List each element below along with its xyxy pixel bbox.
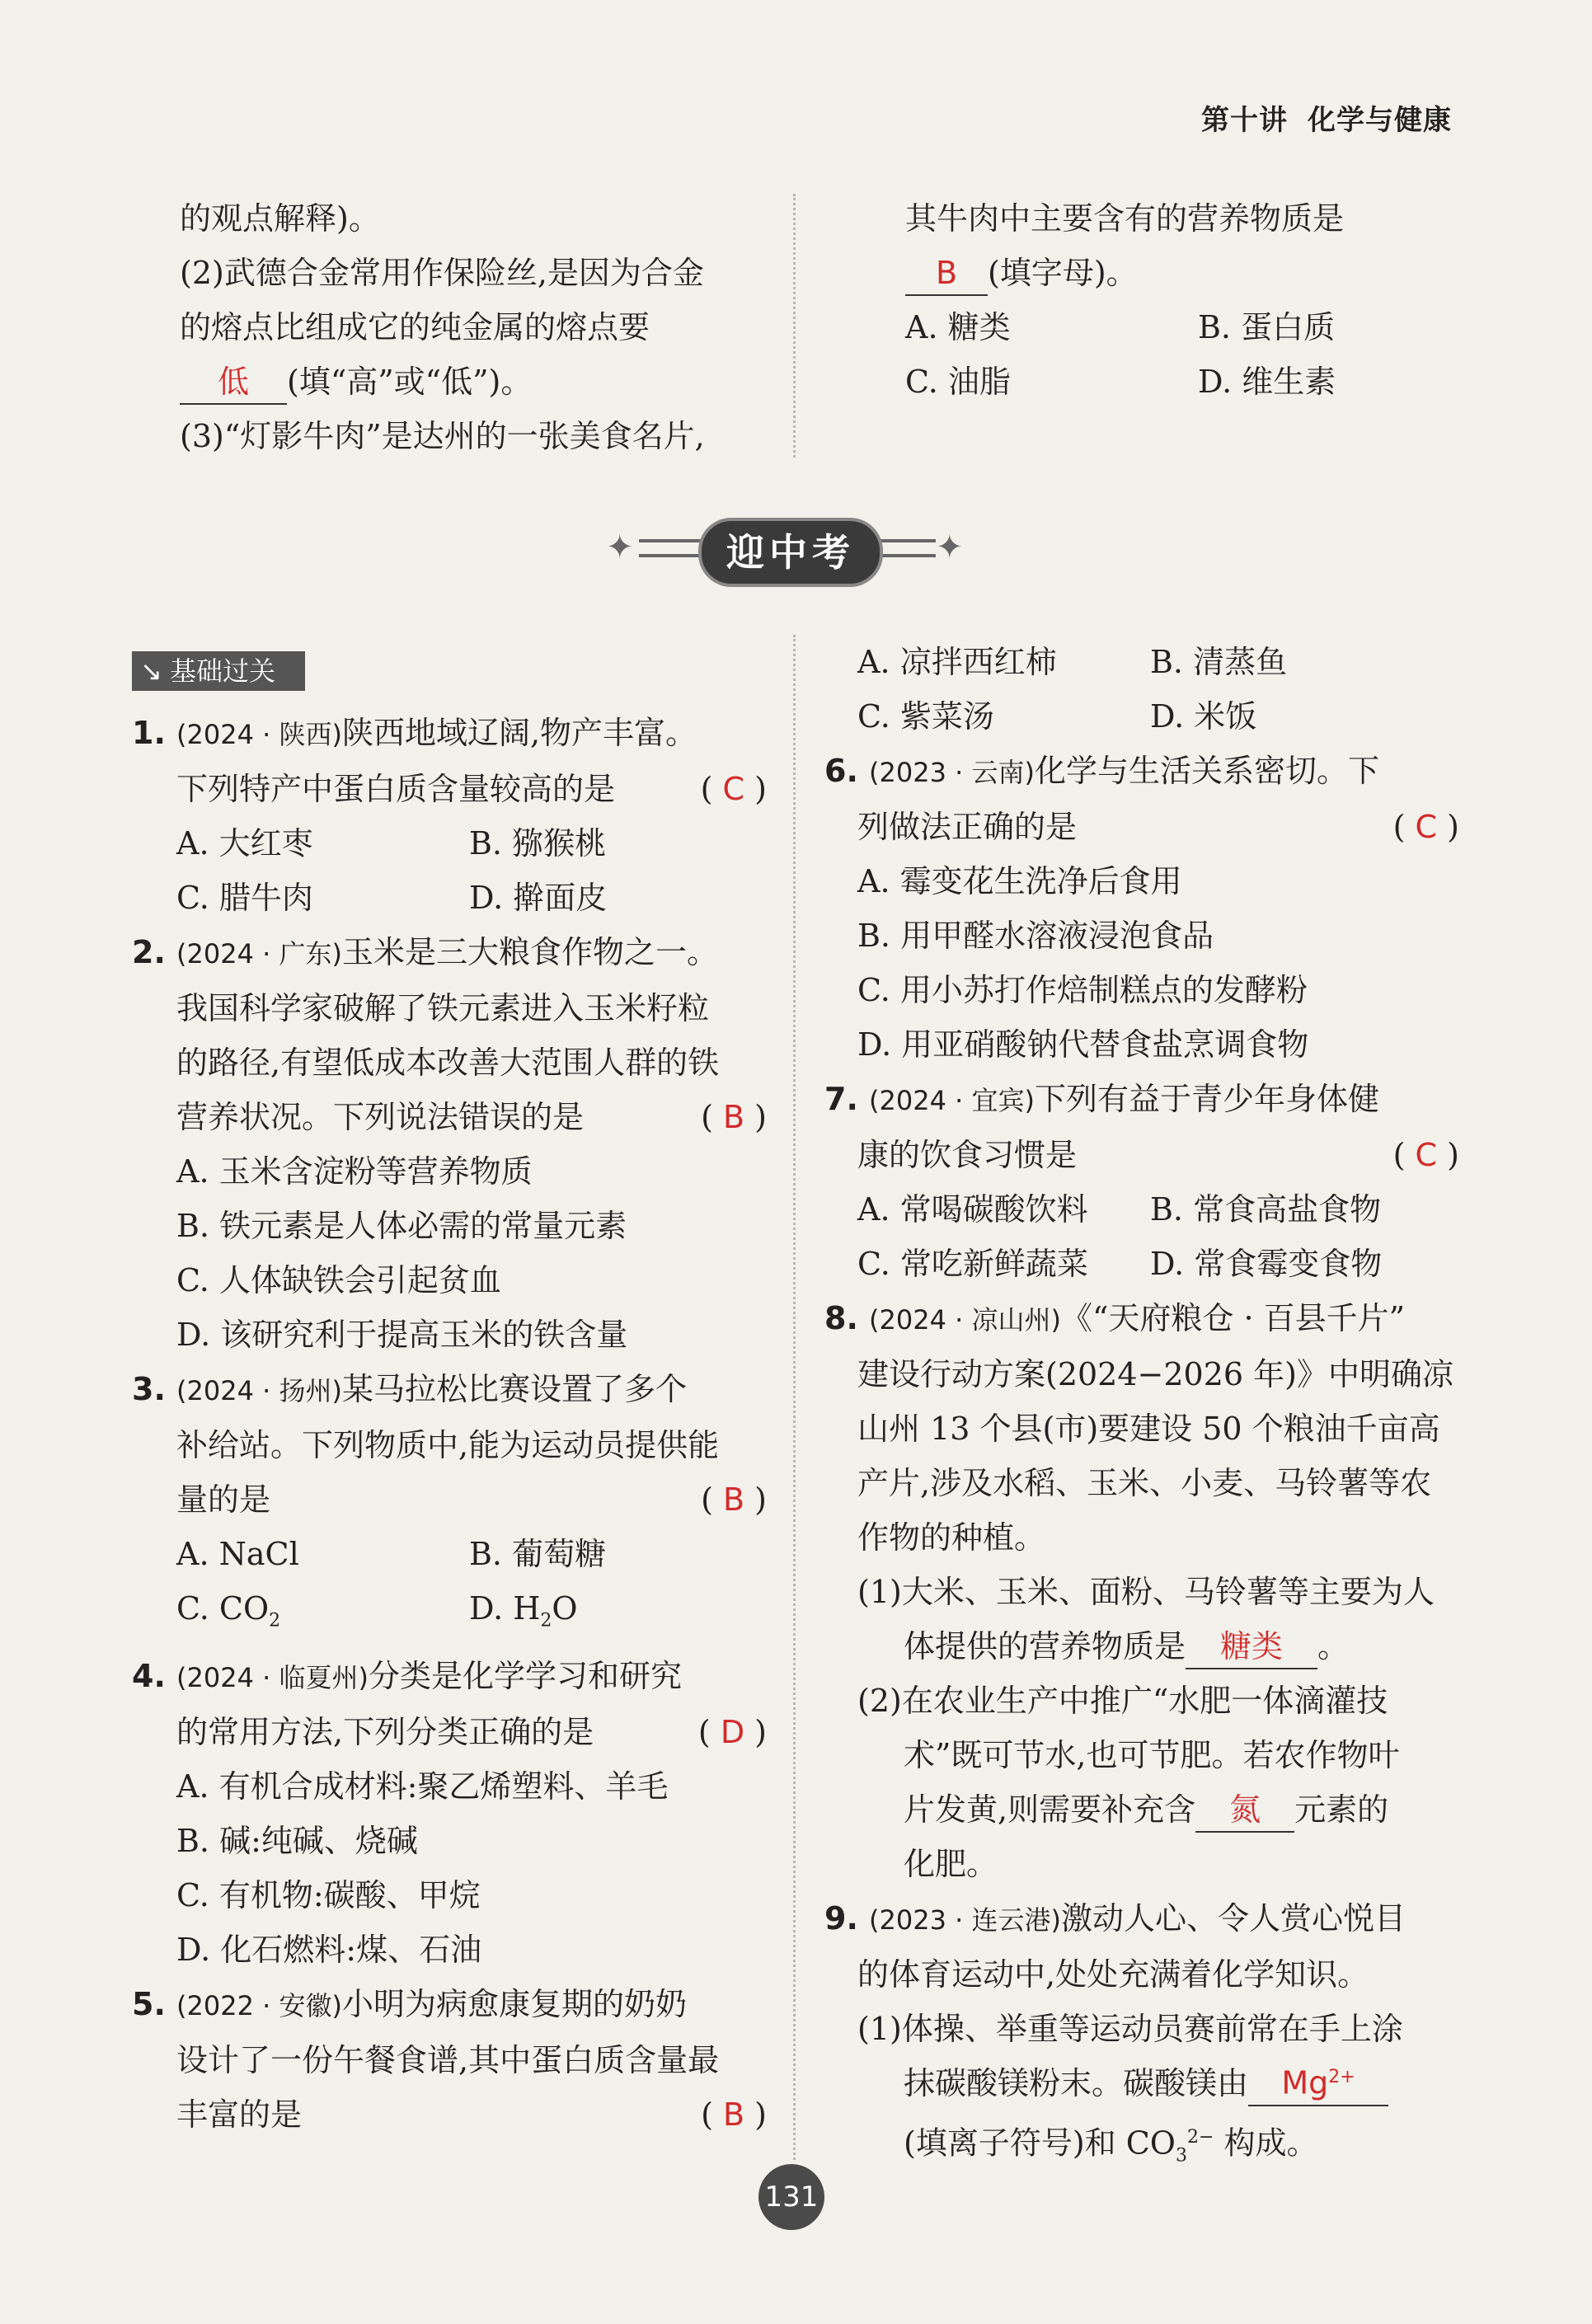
banner-title: 迎中考	[698, 518, 883, 587]
question-number: 7.	[824, 1081, 858, 1117]
option: B. 用甲醛水溶液浸泡食品	[857, 918, 1214, 954]
options-row	[857, 300, 1459, 354]
option: B. 蛋白质	[1198, 309, 1336, 345]
question-source: (2024 · 广东)	[176, 938, 342, 970]
text-span: 某马拉松比赛设置了多个	[341, 1371, 687, 1407]
lecture-number: 第十讲	[1201, 104, 1288, 137]
question-line	[824, 1891, 1459, 1947]
option: C. 紫菜汤	[857, 698, 994, 735]
section-label: 基础过关	[170, 655, 276, 687]
sub-question-line	[857, 2056, 1459, 2110]
question-source: (2024 · 陕西)	[176, 719, 342, 750]
question-line	[132, 1705, 767, 1759]
question-number: 6.	[824, 753, 858, 789]
text-span: (填“高”或“低”)。	[287, 364, 533, 400]
question-line	[132, 1977, 767, 2033]
answer: B	[723, 2096, 745, 2133]
column-divider-top	[793, 194, 796, 458]
text-span: 丰富的是	[176, 2096, 303, 2133]
answer-blank: 低	[180, 360, 287, 405]
question-line	[132, 1649, 767, 1705]
text-span: (填离子符号)和 CO	[904, 2124, 1176, 2162]
text-span: 。	[1317, 1628, 1350, 1664]
option: D. 米饭	[1150, 698, 1257, 735]
text-span: 小明为病愈康复期的奶奶	[341, 1985, 687, 2022]
text-span: (填字母)。	[988, 255, 1138, 291]
text-span: Mg	[1281, 2065, 1329, 2101]
question-line	[132, 1090, 767, 1144]
question-number: 3.	[132, 1371, 166, 1407]
sub-question-line	[857, 2110, 1459, 2183]
sub-question-line: 化肥。	[904, 1846, 998, 1882]
sub-question-line	[857, 1619, 1459, 1674]
text-span: 的常用方法,下列分类正确的是	[176, 1713, 594, 1750]
option: A. 有机合成材料:聚乙烯塑料、羊毛	[176, 1768, 669, 1805]
answer-paren: ( B )	[701, 2096, 767, 2133]
question-line	[824, 1291, 1459, 1347]
subscript: 2	[540, 1610, 552, 1631]
question-source: (2024 · 宜宾)	[869, 1085, 1035, 1116]
question-source: (2023 · 云南)	[869, 757, 1035, 788]
question-line	[132, 925, 767, 981]
text-span: 康的饮食习惯是	[857, 1137, 1078, 1173]
answer: C	[1415, 809, 1438, 845]
question-source: (2022 · 安徽)	[176, 1989, 342, 2021]
sub-question-line: (1)体操、举重等运动员赛前常在手上涂	[857, 2011, 1403, 2047]
options-row	[132, 1581, 767, 1649]
arrow-icon: ↘	[140, 655, 162, 687]
text-span: 《“天府粮仓 · 百县千片”	[1060, 1300, 1406, 1336]
option: C. 油脂	[905, 364, 1011, 400]
options-row	[132, 816, 767, 871]
option: B. 清蒸鱼	[1150, 644, 1288, 680]
text-span: 列做法正确的是	[857, 809, 1078, 845]
option: C. 常吃新鲜蔬菜	[857, 1246, 1088, 1282]
option: D. 化石燃料:煤、石油	[176, 1931, 482, 1968]
answer-blank: 氮	[1195, 1788, 1294, 1833]
text-span: 体提供的营养物质是	[904, 1628, 1186, 1664]
text-span: 元素的	[1294, 1791, 1389, 1828]
question-line	[132, 706, 767, 762]
answer-paren: ( B )	[701, 1481, 767, 1518]
subscript: 3	[1175, 2145, 1187, 2167]
top-right-column	[857, 191, 1459, 409]
question-source: (2024 · 临夏州)	[176, 1661, 369, 1693]
sub-question-line: 术”既可节水,也可节肥。若农作物叶	[904, 1737, 1400, 1773]
left-question-column	[132, 706, 767, 2142]
question-line: 设计了一份午餐食谱,其中蛋白质含量最	[176, 2041, 720, 2078]
star-icon: ✦	[606, 528, 634, 566]
options-row	[857, 635, 1459, 689]
option	[176, 1581, 469, 1649]
option: D. 该研究利于提高玉米的铁含量	[176, 1317, 628, 1353]
option: B. 葡萄糖	[469, 1536, 607, 1572]
option: C. 用小苏打作焙制糕点的发酵粉	[857, 972, 1308, 1008]
question-line: 作物的种植。	[857, 1519, 1046, 1556]
superscript: 2+	[1328, 2067, 1355, 2088]
option: A. 霉变花生洗净后食用	[857, 863, 1182, 899]
options-row	[857, 689, 1459, 744]
superscript: 2−	[1186, 2127, 1214, 2148]
option: B. 猕猴桃	[469, 825, 607, 862]
answer: D	[720, 1713, 745, 1750]
option: A. 糖类	[905, 309, 1011, 345]
right-question-column	[824, 635, 1459, 2183]
text-span: 构成。	[1214, 2124, 1318, 2162]
options-row	[857, 354, 1459, 409]
sub-question-line: (2)在农业生产中推广“水肥一体滴灌技	[857, 1683, 1388, 1719]
question-line	[824, 744, 1459, 800]
question-number: 8.	[824, 1300, 858, 1336]
option: A. NaCl	[176, 1536, 299, 1572]
text-span: 陕西地域辽阔,物产丰富。	[341, 715, 697, 751]
answer-paren: ( C )	[1392, 1137, 1459, 1173]
answer-paren: ( C )	[700, 771, 767, 807]
question-line: 补给站。下列物质中,能为运动员提供能	[176, 1427, 720, 1463]
text-span: 营养状况。下列说法错误的是	[176, 1099, 585, 1135]
question-line	[132, 2087, 767, 2142]
text-span: 量的是	[176, 1481, 271, 1518]
option	[469, 1581, 578, 1649]
text-span: 激动人心、令人赏心悦目	[1060, 1900, 1406, 1937]
question-line	[132, 762, 767, 816]
option: D. 用亚硝酸钠代替食盐烹调食物	[857, 1026, 1309, 1063]
option: B. 碱:纯碱、烧碱	[176, 1822, 418, 1859]
question-line: 的体育运动中,处处充满着化学知识。	[857, 1956, 1369, 1993]
sub-question-line: (1)大米、玉米、面粉、马铃薯等主要为人	[857, 1574, 1435, 1610]
answer-blank: B	[905, 251, 988, 296]
text-span: D. H	[469, 1590, 541, 1627]
answer: C	[1415, 1137, 1438, 1173]
text-span: 下列有益于青少年身体健	[1034, 1081, 1379, 1117]
text-line	[857, 246, 1459, 300]
text-line: (3)“灯影牛肉”是达州的一张美食名片,	[180, 418, 705, 454]
lecture-topic: 化学与健康	[1308, 104, 1452, 137]
option: A. 玉米含淀粉等营养物质	[176, 1153, 533, 1190]
question-source: (2023 · 连云港)	[869, 1904, 1061, 1936]
text-span: C. CO	[176, 1590, 270, 1627]
sub-question-line	[857, 1782, 1459, 1837]
option: B. 铁元素是人体必需的常量元素	[176, 1208, 627, 1244]
text-span: 下列特产中蛋白质含量较高的是	[176, 771, 616, 807]
answer-paren: ( B )	[701, 1099, 767, 1135]
section-tag	[132, 651, 305, 691]
text-span: 片发黄,则需要补充含	[904, 1791, 1196, 1828]
option: D. 常食霉变食物	[1150, 1246, 1383, 1282]
column-divider-bottom	[793, 635, 796, 2160]
question-line: 山州 13 个县(市)要建设 50 个粮油千亩高	[857, 1411, 1440, 1447]
text-line	[132, 354, 767, 409]
option: C. 腊牛肉	[176, 880, 313, 916]
answer: B	[723, 1481, 745, 1518]
answer-blank	[1248, 2056, 1388, 2106]
question-line	[824, 1072, 1459, 1128]
question-line	[857, 800, 1459, 854]
question-number: 9.	[824, 1900, 858, 1937]
top-left-column	[132, 191, 767, 463]
options-row	[132, 871, 767, 925]
option: C. 人体缺铁会引起贫血	[176, 1262, 501, 1298]
text-span: 分类是化学学习和研究	[368, 1657, 682, 1694]
text-span: O	[552, 1590, 578, 1627]
question-line	[132, 1472, 767, 1527]
text-span: 玉米是三大粮食作物之一。	[341, 934, 718, 970]
question-line: 产片,涉及水稻、玉米、小麦、马铃薯等农	[857, 1465, 1432, 1501]
question-number: 4.	[132, 1657, 166, 1694]
answer-paren: ( D )	[697, 1713, 767, 1750]
option: A. 常喝碳酸饮料	[857, 1191, 1088, 1228]
option: A. 大红枣	[176, 825, 313, 862]
page-header	[1181, 97, 1452, 138]
answer: B	[723, 1099, 745, 1135]
banner-stripe	[639, 539, 705, 542]
options-row	[132, 1527, 767, 1581]
question-source: (2024 · 凉山州)	[869, 1304, 1061, 1336]
star-icon: ✦	[936, 528, 964, 566]
question-number: 5.	[132, 1985, 166, 2022]
option: C. 有机物:碳酸、甲烷	[176, 1876, 481, 1913]
banner-stripe	[639, 554, 705, 557]
text-span: 化学与生活关系密切。下	[1034, 753, 1379, 789]
section-banner	[606, 511, 969, 590]
page-number: 131	[758, 2164, 824, 2230]
question-number: 2.	[132, 934, 166, 970]
answer: C	[722, 771, 745, 807]
text-line: 的熔点比组成它的纯金属的熔点要	[180, 309, 650, 345]
option: D. 擀面皮	[469, 880, 608, 916]
text-line: (2)武德合金常用作保险丝,是因为合金	[180, 255, 704, 291]
question-line	[857, 1128, 1459, 1182]
option: D. 维生素	[1198, 364, 1336, 400]
answer-blank: 糖类	[1186, 1625, 1317, 1669]
question-number: 1.	[132, 715, 166, 751]
text-span: 抹碳酸镁粉末。碳酸镁由	[904, 2065, 1249, 2101]
question-line: 的路径,有望低成本改善大范围人群的铁	[176, 1045, 720, 1081]
answer-paren: ( C )	[1392, 809, 1459, 845]
question-line: 建设行动方案(2024−2026 年)》中明确凉	[857, 1356, 1453, 1392]
options-row	[857, 1182, 1459, 1237]
question-line: 我国科学家破解了铁元素进入玉米籽粒	[176, 990, 710, 1026]
option: B. 常食高盐食物	[1150, 1191, 1382, 1228]
subscript: 2	[269, 1610, 281, 1631]
options-row	[857, 1237, 1459, 1291]
option: A. 凉拌西红柿	[857, 644, 1057, 680]
question-line	[132, 1362, 767, 1418]
text-line: 其牛肉中主要含有的营养物质是	[905, 200, 1345, 237]
question-source: (2024 · 扬州)	[176, 1375, 342, 1406]
text-line: 的观点解释)。	[180, 200, 380, 237]
